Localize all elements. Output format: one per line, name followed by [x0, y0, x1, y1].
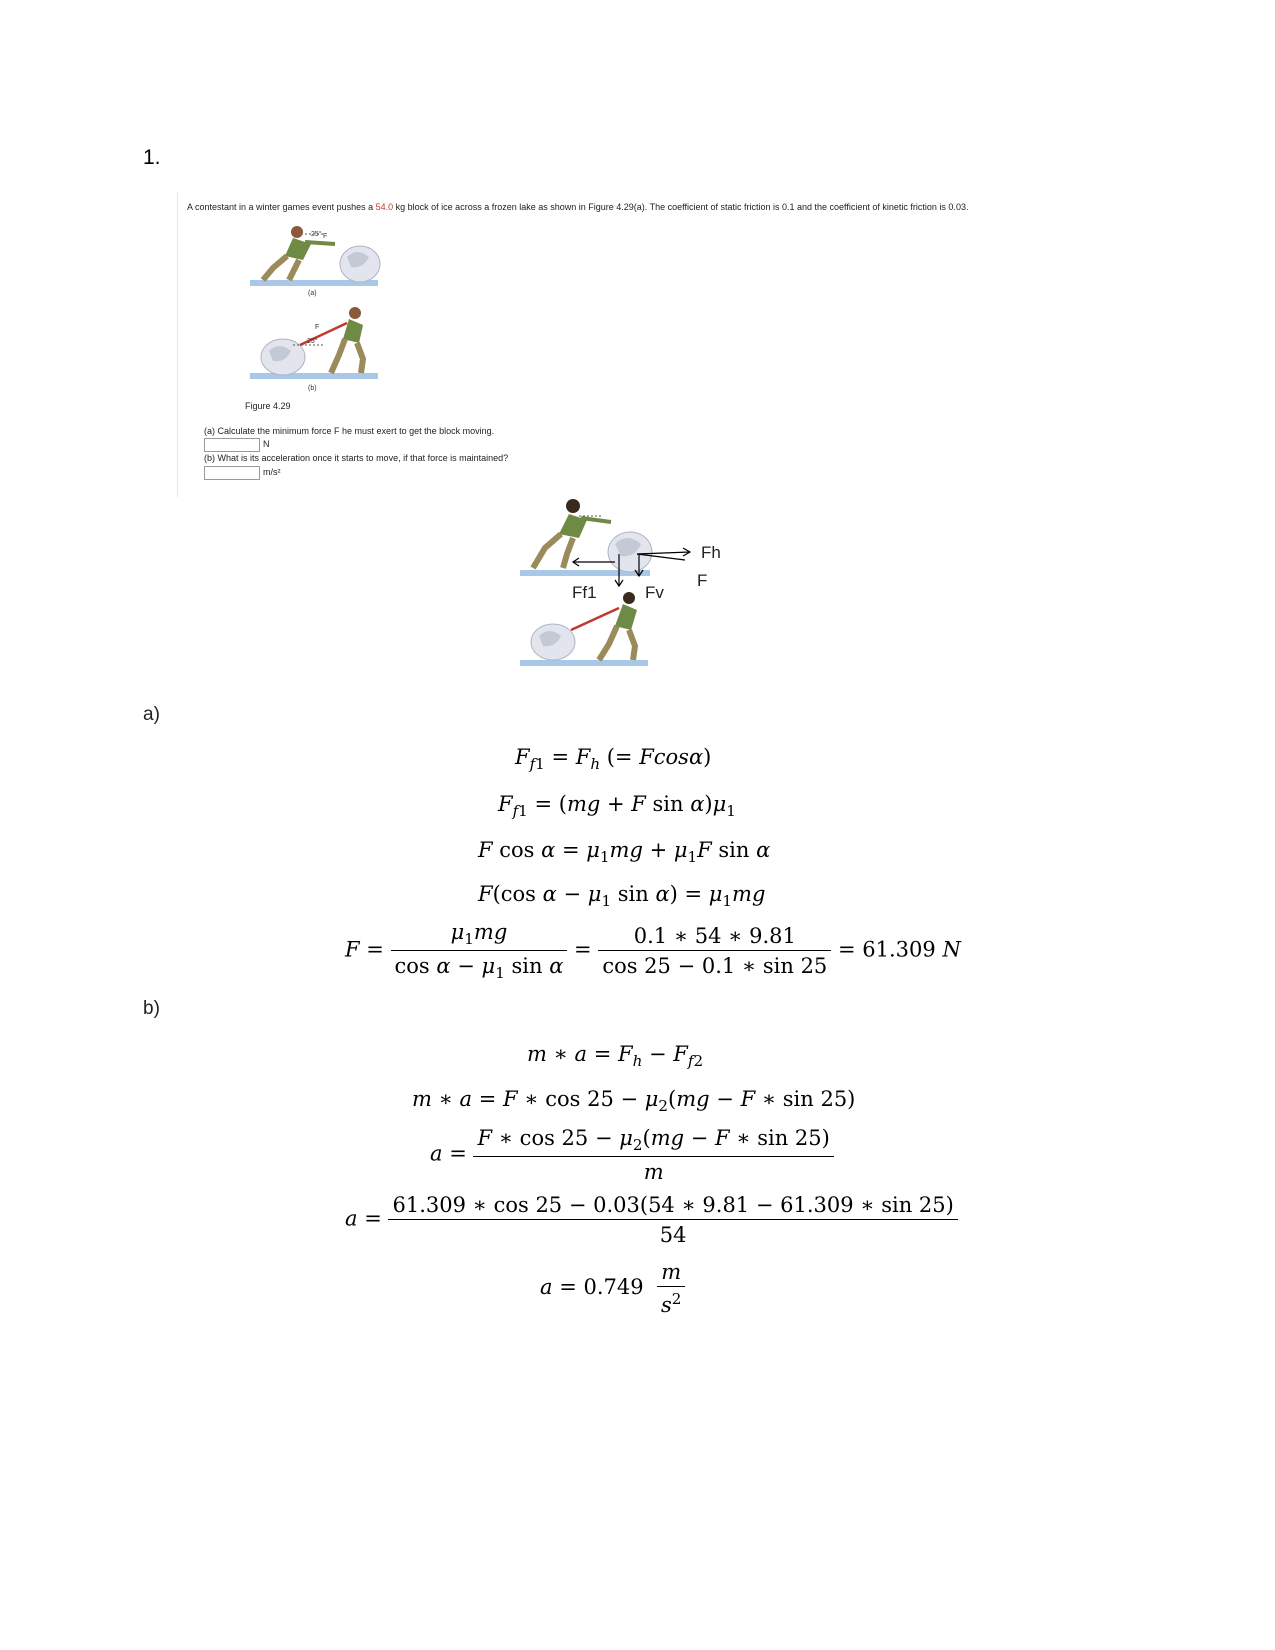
embed-border — [177, 192, 178, 497]
eq-b1: m ∗ $a = F_h - F_{f2}$ — [527, 1042, 704, 1071]
eq-a2: $F_{f1} = (mg + F$ $\sin \alpha)\mu_1$ — [498, 792, 736, 821]
eq-b3: a = $\frac{F ∗ \cos 25 - \mu_2(mg - F ∗ \sin 25)}{m}$ — [430, 1126, 834, 1184]
eq-a5: F = $\frac{\mu_1mg}{\cos \alpha - \mu_1 \sin \alpha}$ = $\frac{0.1 ∗ 54 ∗ 9.81}{\cos 25 - 0.1 ∗ \sin 25}$ = 61.309 N — [345, 920, 961, 983]
answer-b-input[interactable] — [204, 466, 260, 480]
part-b-label: b) — [143, 998, 160, 1019]
answer-b-unit: m/s² — [263, 467, 281, 477]
figure-a-label: (a) — [308, 290, 317, 297]
figure-a-angle: 25° — [311, 231, 322, 238]
eq-b4: a = $\frac{61.309 ∗ \cos 25 - 0.03(54 ∗ 9.81 - 61.309 ∗ \sin 25)}{54}$ — [345, 1193, 958, 1247]
figure-b-angle: 25° — [307, 338, 318, 345]
statement-mass: 54.0 — [375, 202, 394, 212]
label-f: F — [697, 571, 708, 590]
eq-a4: F(cos $\alpha - \mu_1$ $\sin \alpha) = \mu_1mg$ — [478, 882, 766, 911]
eq-b2: m ∗ a = F ∗ $\cos 25 - \mu_2(mg - F$ ∗ sin 25) — [412, 1087, 856, 1116]
eq-a5-result: = 61.309 — [837, 937, 936, 962]
figure-a-illustration — [245, 222, 385, 300]
figure-b-label: (b) — [308, 385, 317, 392]
problem-statement — [187, 202, 968, 212]
statement-after: kg block of ice across a frozen lake as shown in Figure 4.29(a). The coefficient of static friction is 0.1 and the coefficient of kinetic friction is 0.03. — [393, 202, 969, 212]
figure-caption: Figure 4.29 — [245, 401, 291, 411]
statement-before: A contestant in a winter games event pushes a — [187, 202, 376, 212]
part-a-label: a) — [143, 704, 160, 725]
label-ff1: Ff1 — [572, 583, 597, 602]
eq-b5: a = 0.749 $\frac{m}{s^2}$ — [540, 1260, 685, 1317]
problem-number: 1. — [143, 146, 161, 169]
label-fv: Fv — [645, 583, 664, 602]
label-fh: Fh — [701, 543, 721, 562]
eq-b5-result: 0.749 — [583, 1275, 644, 1299]
answer-a-unit: N — [263, 439, 270, 449]
figure-b-force: F — [315, 324, 320, 331]
question-a-text: (a) Calculate the minimum force F he must exert to get the block moving. — [204, 426, 495, 436]
eq-a1: $F_{f1} = F_h$ (= Fcosα) — [515, 745, 712, 774]
eq-a3: F $\cos \alpha = \mu_1mg + \mu_1F$ sin α — [478, 838, 771, 867]
eq-a5-unit: N — [942, 937, 961, 962]
figure-a-force: F — [323, 233, 328, 240]
figure-b-illustration — [245, 305, 385, 385]
free-body-diagram — [515, 496, 765, 716]
question-b-text: (b) What is its acceleration once it starts to move, if that force is maintained? — [204, 453, 509, 463]
answer-a-input[interactable] — [204, 438, 260, 452]
